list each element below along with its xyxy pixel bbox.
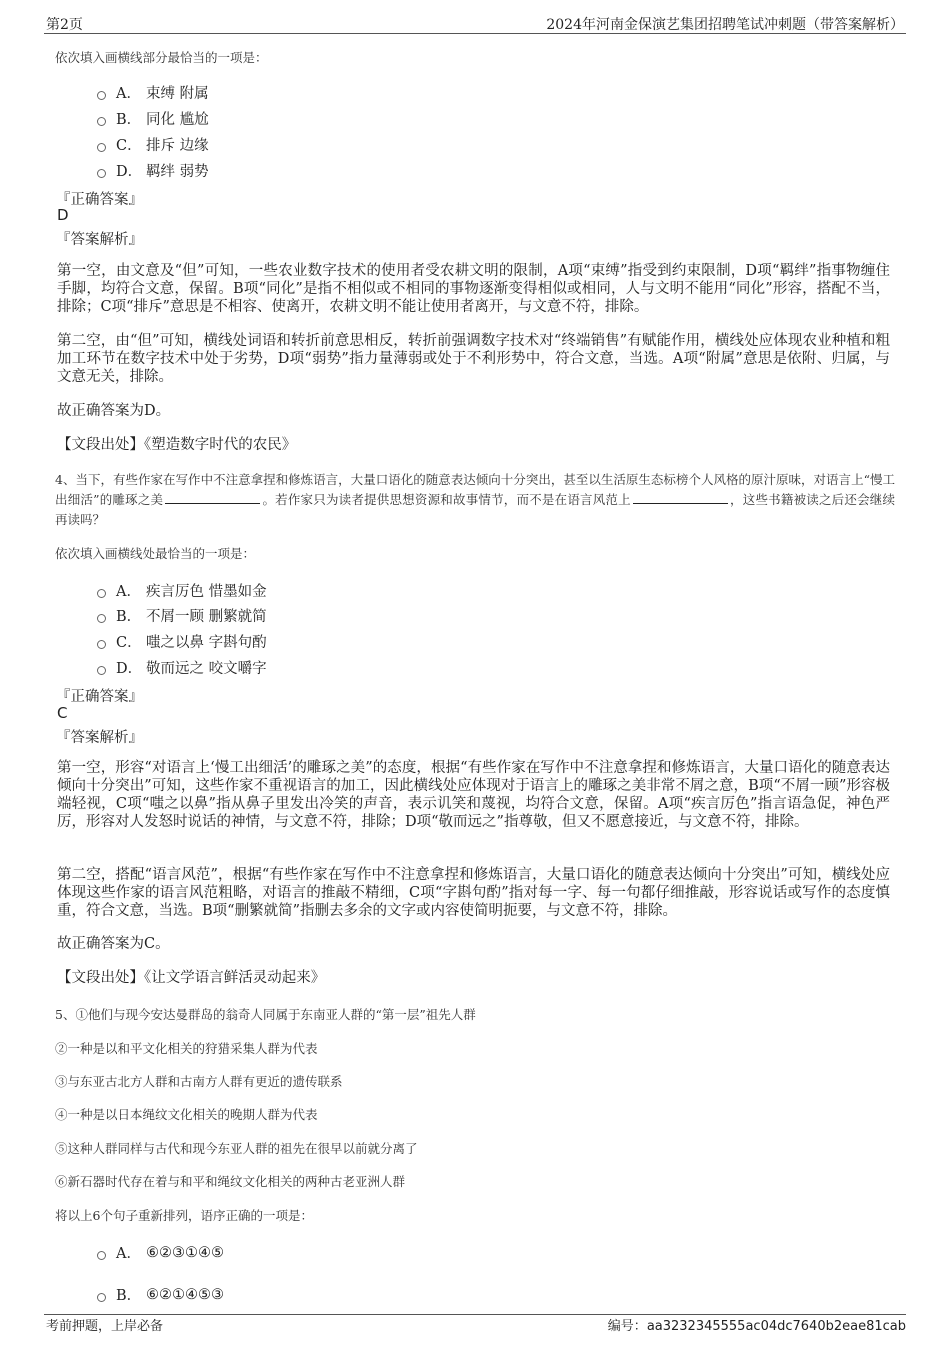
option-text: 排斥 边缘 [146, 138, 209, 154]
option-letter: D． [116, 661, 143, 677]
q4-conclusion: 故正确答案为C。 [57, 936, 170, 952]
q3-analysis-paragraph-2: 第二空，由“但”可知，横线处词语和转折前意思相反，转折前强调数字技术对“终端销售”有赋能作用，横线处应体现农业种植和粗加工环节在数字技术中处于劣势，D项“弱势”指力量薄弱或处于不利形势中，符合文意，当选。A项“附属”意思是依附、归属，与文意无关，排除。 [57, 333, 890, 385]
option-letter: B． [116, 1288, 142, 1304]
q4-answer-label: 『正确答案』 [56, 689, 143, 705]
option-letter: A． [116, 1246, 141, 1262]
radio-icon[interactable] [97, 640, 106, 649]
q5-sentence-4: ④一种是以日本绳纹文化相关的晚期人群为代表 [55, 1107, 318, 1122]
q4-stem-part-3: ，这些书籍被读之后还会继续再读吗？ [55, 492, 895, 527]
option-letter: C． [116, 635, 142, 651]
q4-analysis-paragraph-1: 第一空，形容“对语言上‘慢工出细活’的雕琢之美”的态度，根据“有些作家在写作中不注意拿捏和修炼语言，大量口语化的随意表达倾向十分突出”可知，这些作家不重视语言的加工，因此横线处应体现对于语言上的雕琢之美非常不屑之意，B项“不屑一顾”形容极端轻视，C项“嗤之以鼻”指从鼻子里发出冷笑的声音，表示讥笑和蔑视，均符合文意，保留。A项“疾言厉色”指言语急促，神色严厉，形容对人发怒时说话的神情，与文意不符，排除；D项“敬而远之”指尊敬，但又不愿意接近，与文意不符，排除。 [57, 760, 890, 830]
option-text: ⑥②③①④⑤ [146, 1244, 224, 1261]
option-letter: B． [116, 609, 142, 625]
q4-option-c[interactable] [97, 631, 267, 652]
q5-sentence-5: ⑤这种人群同样与古代和现今东亚人群的祖先在很早以前就分离了 [55, 1141, 418, 1156]
q5-sentence-2: ②一种是以和平文化相关的狩猎采集人群为代表 [55, 1041, 318, 1056]
q4-analysis-paragraph-2: 第二空，搭配“语言风范”，根据“有些作家在写作中不注意拿捏和修炼语言，大量口语化的随意表达倾向十分突出”可知，横线处应体现这些作家的语言风范粗略，对语言的推敲不精细，C项“字斟句酌”指对每一字、每一句都仔细推敲，形容说话或写作的态度慎重，符合文意，当选。B项“删繁就简”指删去多余的文字或内容使简明扼要，与文意不符，排除。 [57, 867, 890, 919]
q5-option-a[interactable] [97, 1242, 224, 1263]
q3-prompt: 依次填入画横线部分最恰当的一项是： [55, 50, 268, 65]
q4-stem-part-1: 4、当下，有些作家在写作中不注意拿捏和修炼语言，大量口语化的随意表达倾向十分突出，甚至以生活原生态标榜个人风格的原汁原味，对语言上“慢工出细活”的雕琢之美 [55, 472, 895, 507]
option-text: 束缚 附属 [146, 86, 209, 102]
option-text: 敬而远之 咬文嚼字 [146, 661, 267, 677]
option-text: ⑥②①④⑤③ [146, 1286, 224, 1303]
q5-sentence-1: 5、①他们与现今安达曼群岛的翁奇人同属于东南亚人群的“第一层”祖先人群 [55, 1007, 476, 1022]
q3-answer-label: 『正确答案』 [56, 192, 143, 208]
q4-analysis-label: 『答案解析』 [56, 730, 143, 746]
document-code [520, 1315, 906, 1334]
q4-option-b[interactable] [97, 605, 267, 626]
radio-icon[interactable] [97, 143, 106, 152]
q5-prompt: 将以上6个句子重新排列，语序正确的一项是： [55, 1208, 313, 1223]
option-letter: D． [116, 164, 143, 180]
code-value: aa3232345555ac04dc7640b2eae81cab [646, 1319, 906, 1334]
q3-source: 【文段出处】《塑造数字时代的农民》 [57, 437, 297, 453]
blank-line [165, 490, 260, 504]
option-text: 羁绊 弱势 [146, 164, 209, 180]
radio-icon[interactable] [97, 169, 106, 178]
radio-icon[interactable] [97, 614, 106, 623]
radio-icon[interactable] [97, 117, 106, 126]
radio-icon[interactable] [97, 666, 106, 675]
q3-analysis-paragraph-1: 第一空，由文意及“但”可知，一些农业数字技术的使用者受农耕文明的限制，A项“束缚”指受到约束限制，D项“羁绊”指事物缠住手脚，均符合文意，保留。B项“同化”是指不相似或不相同的事物逐渐变得相似或相同，人与文明不能用“同化”形容，搭配不当，排除；C项“排斥”意思是不相容、使离开，农耕文明不能让使用者离开，与文意不符，排除。 [57, 263, 890, 315]
footer-slogan: 考前押题，上岸必备 [46, 1319, 164, 1334]
q4-stem-part-2: 。若作家只为读者提供思想资源和故事情节，而不是在语言风范上 [262, 492, 631, 507]
q3-analysis-label: 『答案解析』 [56, 232, 143, 248]
q5-option-b[interactable] [97, 1284, 224, 1305]
radio-icon[interactable] [97, 91, 106, 100]
q4-prompt: 依次填入画横线处最恰当的一项是： [55, 546, 256, 561]
option-text: 嗤之以鼻 字斟句酌 [146, 635, 267, 651]
q4-answer: C [57, 704, 68, 722]
q3-option-c[interactable] [97, 134, 209, 155]
q3-option-a[interactable] [97, 82, 209, 103]
q3-answer: D [57, 206, 69, 224]
radio-icon[interactable] [97, 1293, 106, 1302]
q5-sentence-3: ③与东亚古北方人群和古南方人群有更近的遗传联系 [55, 1074, 343, 1089]
option-text: 疾言厉色 惜墨如金 [146, 584, 267, 600]
code-label: 编号： [607, 1319, 647, 1334]
q3-option-d[interactable] [97, 160, 209, 181]
q5-sentence-6: ⑥新石器时代存在着与和平和绳纹文化相关的两种古老亚洲人群 [55, 1174, 406, 1189]
option-text: 不屑一顾 删繁就简 [146, 609, 267, 625]
option-letter: A． [116, 86, 141, 102]
q4-option-a[interactable] [97, 580, 267, 601]
document-title: 2024年河南金保演艺集团招聘笔试冲刺题（带答案解析） [546, 17, 904, 33]
blank-line [633, 490, 728, 504]
q4-option-d[interactable] [97, 657, 267, 678]
page-number: 第2页 [46, 17, 83, 33]
q4-source: 【文段出处】《让文学语言鲜活灵动起来》 [57, 970, 326, 986]
q4-stem [55, 470, 895, 530]
radio-icon[interactable] [97, 1251, 106, 1260]
option-text: 同化 尴尬 [146, 112, 209, 128]
option-letter: A． [116, 584, 141, 600]
radio-icon[interactable] [97, 589, 106, 598]
q3-option-b[interactable] [97, 108, 209, 129]
header-divider [44, 33, 906, 34]
q3-conclusion: 故正确答案为D。 [57, 403, 171, 419]
option-letter: B． [116, 112, 142, 128]
option-letter: C． [116, 138, 142, 154]
